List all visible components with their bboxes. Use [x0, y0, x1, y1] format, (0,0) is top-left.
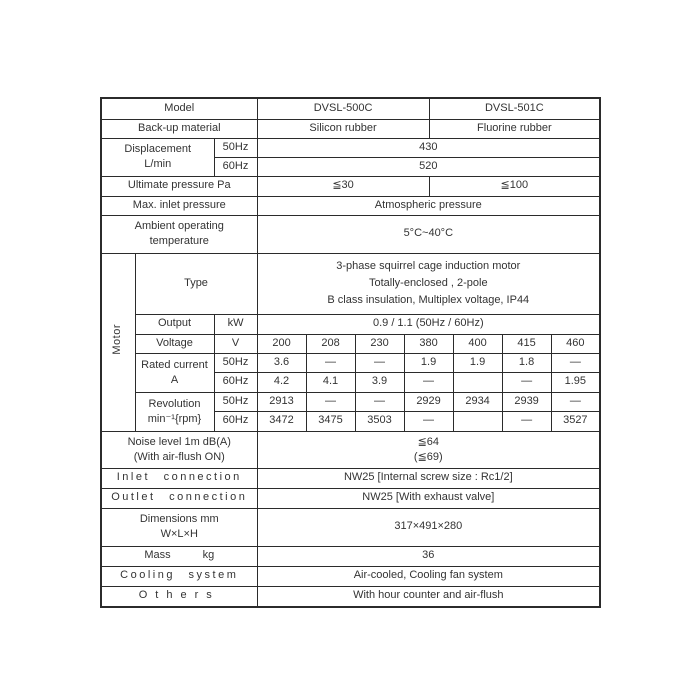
voltage-value: 460 — [551, 334, 600, 353]
voltage-value: 230 — [355, 334, 404, 353]
row-ambient-temperature — [101, 215, 600, 253]
row-motor-voltage — [101, 334, 600, 353]
voltage-value: 200 — [257, 334, 306, 353]
motor-type-label: Type — [135, 253, 257, 314]
ultimate-pressure-value-2: ≦100 — [429, 176, 600, 196]
voltage-value: 400 — [453, 334, 502, 353]
revolution-50-value: — — [551, 392, 600, 411]
rated-current-50-value: — — [355, 353, 404, 372]
revolution-label-line1: Revolution — [148, 397, 201, 410]
others-label: Others — [101, 586, 257, 607]
max-inlet-label: Max. inlet pressure — [101, 196, 257, 215]
revolution-60-value: 3503 — [355, 411, 404, 431]
motor-type-line2: Totally-enclosed , 2-pole — [368, 277, 488, 289]
rated-current-60-value: 3.9 — [355, 372, 404, 392]
displacement-value-50: 430 — [257, 138, 600, 157]
row-motor-output — [101, 314, 600, 334]
row-others — [101, 586, 600, 607]
cooling-label: Cooling system — [101, 566, 257, 586]
mass-unit: kg — [202, 549, 215, 562]
others-value: With hour counter and air-flush — [257, 586, 600, 607]
revolution-60-value: 3475 — [306, 411, 355, 431]
row-model — [101, 98, 600, 119]
rated-current-60-value: — — [404, 372, 453, 392]
inlet-value: NW25 [Internal screw size : Rc1/2] — [257, 468, 600, 488]
max-inlet-value: Atmospheric pressure — [257, 196, 600, 215]
noise-label — [101, 431, 257, 468]
inlet-label: Inlet connection — [101, 468, 257, 488]
backup-value-2: Fluorine rubber — [429, 119, 600, 138]
row-cooling-system — [101, 566, 600, 586]
rated-current-label-line2: A — [170, 373, 179, 386]
rated-current-60-value: 1.95 — [551, 372, 600, 392]
displacement-label — [101, 138, 214, 176]
row-noise-level — [101, 431, 600, 468]
model-label: Model — [101, 98, 257, 119]
revolution-60-value: 3527 — [551, 411, 600, 431]
dimensions-label — [101, 508, 257, 546]
rated-current-50-value: 1.9 — [404, 353, 453, 372]
displacement-freq-60: 60Hz — [214, 157, 257, 176]
motor-output-unit: kW — [214, 314, 257, 334]
voltage-value: 415 — [502, 334, 551, 353]
ambient-temp-label-line2: temperature — [149, 235, 209, 247]
rated-current-label — [135, 353, 214, 392]
noise-value-line1: ≦64 — [417, 435, 440, 448]
rated-current-60-value — [453, 372, 502, 392]
rated-current-50-value: — — [551, 353, 600, 372]
noise-value-line2: (≦69) — [413, 450, 443, 463]
mass-label — [101, 546, 257, 566]
voltage-value: 208 — [306, 334, 355, 353]
row-inlet-connection — [101, 468, 600, 488]
rated-current-50-value: 1.9 — [453, 353, 502, 372]
motor-voltage-label: Voltage — [135, 334, 214, 353]
dimensions-label-line2: W×L×H — [160, 528, 198, 540]
motor-type-line3: B class insulation, Multiplex voltage, IP44 — [327, 294, 530, 306]
model-name-1: DVSL-500C — [257, 98, 429, 119]
rated-current-60-value: 4.1 — [306, 372, 355, 392]
revolution-freq-50: 50Hz — [214, 392, 257, 411]
backup-value-1: Silicon rubber — [257, 119, 429, 138]
outlet-label: Outlet connection — [101, 488, 257, 508]
motor-output-value: 0.9 / 1.1 (50Hz / 60Hz) — [257, 314, 600, 334]
revolution-60-value: — — [502, 411, 551, 431]
rated-current-50-value: 1.8 — [502, 353, 551, 372]
revolution-label — [135, 392, 214, 431]
rated-current-freq-50: 50Hz — [214, 353, 257, 372]
revolution-freq-60: 60Hz — [214, 411, 257, 431]
model-name-2: DVSL-501C — [429, 98, 600, 119]
row-ultimate-pressure — [101, 176, 600, 196]
row-motor-type — [101, 253, 600, 314]
revolution-label-line2: min⁻¹{rpm} — [147, 412, 202, 425]
revolution-60-value — [453, 411, 502, 431]
voltage-value: 380 — [404, 334, 453, 353]
noise-value — [257, 431, 600, 468]
row-dimensions — [101, 508, 600, 546]
revolution-50-value: — — [306, 392, 355, 411]
mass-label-text: Mass — [144, 549, 171, 562]
backup-label: Back-up material — [101, 119, 257, 138]
row-revolution-50hz — [101, 392, 600, 411]
noise-label-line2: (With air-flush ON) — [133, 450, 225, 463]
displacement-label-line2: L/min — [144, 158, 172, 170]
motor-section-label-text: Motor — [111, 324, 124, 355]
revolution-50-value: 2929 — [404, 392, 453, 411]
dimensions-label-line1: Dimensions mm — [139, 513, 219, 525]
motor-section-label — [101, 253, 135, 431]
revolution-50-value: — — [355, 392, 404, 411]
spec-table — [100, 97, 601, 608]
ambient-temp-label — [101, 215, 257, 253]
ambient-temp-value: 5°C~40°C — [257, 215, 600, 253]
rated-current-60-value: 4.2 — [257, 372, 306, 392]
motor-type-line1: 3-phase squirrel cage induction motor — [336, 260, 521, 272]
noise-label-line1: Noise level 1m dB(A) — [127, 435, 231, 448]
rated-current-label-line1: Rated current — [141, 358, 208, 371]
ambient-temp-label-line1: Ambient operating — [134, 220, 224, 232]
row-displacement-50hz — [101, 138, 600, 157]
mass-value: 36 — [257, 546, 600, 566]
revolution-50-value: 2939 — [502, 392, 551, 411]
revolution-50-value: 2913 — [257, 392, 306, 411]
motor-output-label: Output — [135, 314, 214, 334]
displacement-label-line1: Displacement — [124, 143, 192, 155]
rated-current-50-value: 3.6 — [257, 353, 306, 372]
cooling-value: Air-cooled, Cooling fan system — [257, 566, 600, 586]
dimensions-value: 317×491×280 — [257, 508, 600, 546]
row-mass — [101, 546, 600, 566]
row-backup-material — [101, 119, 600, 138]
rated-current-60-value: — — [502, 372, 551, 392]
row-max-inlet-pressure — [101, 196, 600, 215]
revolution-60-value: 3472 — [257, 411, 306, 431]
motor-voltage-unit: V — [214, 334, 257, 353]
motor-type-value — [257, 253, 600, 314]
ultimate-pressure-value-1: ≦30 — [257, 176, 429, 196]
row-outlet-connection — [101, 488, 600, 508]
ultimate-pressure-label: Ultimate pressure Pa — [101, 176, 257, 196]
displacement-value-60: 520 — [257, 157, 600, 176]
revolution-50-value: 2934 — [453, 392, 502, 411]
displacement-freq-50: 50Hz — [214, 138, 257, 157]
rated-current-freq-60: 60Hz — [214, 372, 257, 392]
row-rated-current-50hz — [101, 353, 600, 372]
rated-current-50-value: — — [306, 353, 355, 372]
outlet-value: NW25 [With exhaust valve] — [257, 488, 600, 508]
revolution-60-value: — — [404, 411, 453, 431]
